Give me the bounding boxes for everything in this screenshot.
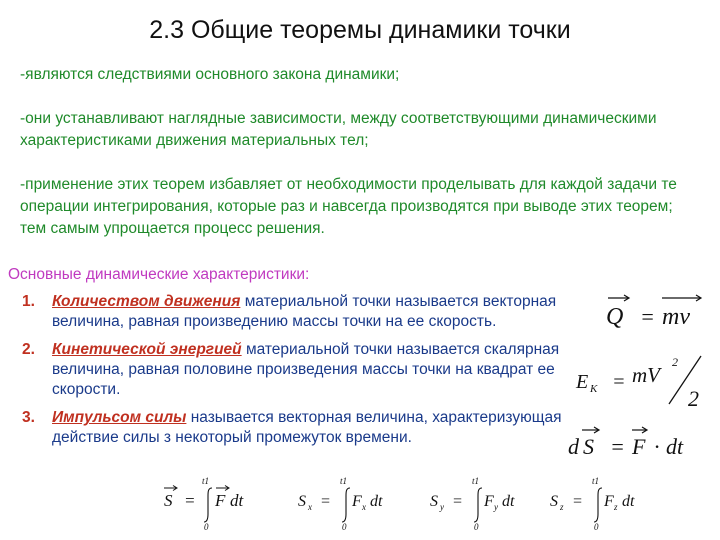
list-item — [22, 292, 570, 332]
impulse-formula — [566, 420, 706, 466]
f-symbol: F — [215, 491, 226, 510]
list-item — [22, 340, 570, 400]
equals-sign: = — [320, 493, 331, 510]
item-text: называется векторная величина, характеризующая действие силы з некоторый промежуток времени. — [52, 409, 562, 446]
bullet-text: применение этих теорем избавляет от необходимости проделывать для каждой задачи те операции интегрирования, которые раз и навсегда производятся при выводе этих теорем; тем самым упрощается процесс решения. — [20, 176, 677, 237]
equals-sign: = — [640, 304, 655, 329]
bullet-dash: - — [20, 176, 26, 193]
bullet-1 — [20, 64, 700, 86]
s-symbol: S — [164, 491, 173, 510]
s-symbol: S — [298, 493, 306, 510]
item-number: 3. — [22, 409, 35, 426]
equals-sign: = — [572, 493, 583, 510]
bullet-dash: - — [20, 66, 26, 83]
s-symbol: S — [583, 434, 594, 459]
integral-sign — [594, 488, 602, 522]
lower-limit: 0 — [474, 522, 479, 532]
item-term: Количеством движения — [52, 293, 241, 310]
upper-limit: t1 — [202, 476, 210, 486]
f-symbol: F — [484, 493, 494, 510]
f-symbol: F — [604, 493, 614, 510]
bullet-text: они устанавливают наглядные зависимости, между соответствующими динамическими характеристиками движения материальных тел; — [20, 110, 657, 149]
dot-operator: · — [654, 434, 660, 459]
s-symbol: S — [430, 493, 438, 510]
momentum-formula — [600, 288, 710, 336]
upper-limit: t1 — [340, 476, 348, 486]
f-symbol: F — [632, 434, 646, 459]
z-subscript: z — [614, 502, 618, 512]
integral-sign — [204, 488, 212, 522]
equals-sign: = — [452, 493, 463, 510]
integral-sign — [342, 488, 350, 522]
dt-symbol: dt — [370, 493, 383, 510]
y-subscript: y — [494, 502, 498, 512]
impulse-z-formula — [548, 474, 658, 534]
upper-limit: t1 — [472, 476, 480, 486]
item-text: материальной точки называется скалярная величина, равная половине произведения массы точки на квадрат ее скорости. — [52, 341, 560, 398]
item-number: 2. — [22, 341, 35, 358]
subheading: Основные динамические характеристики: — [8, 266, 310, 283]
mv-symbol: mv — [662, 304, 690, 330]
equals-sign: = — [184, 491, 196, 510]
item-term: Импульсом силы — [52, 409, 187, 426]
bullet-3 — [20, 174, 700, 240]
e-symbol: E — [576, 371, 589, 393]
x-subscript: x — [362, 502, 366, 512]
dt-symbol: dt — [666, 434, 684, 459]
impulse-integral-formula — [160, 474, 270, 534]
item-term: Кинетической энергией — [52, 341, 242, 358]
lower-limit: 0 — [204, 522, 209, 532]
item-number: 1. — [22, 293, 35, 310]
equals-sign: = — [610, 434, 625, 459]
s-symbol: S — [550, 493, 558, 510]
list-item — [22, 408, 570, 448]
bullet-2 — [20, 108, 700, 152]
mv-numerator: mV — [632, 363, 660, 387]
bullet-text: являются следствиями основного закона динамики; — [25, 66, 400, 83]
dt-symbol: dt — [502, 493, 515, 510]
y-subscript: y — [440, 502, 444, 512]
dt-symbol: dt — [230, 491, 244, 510]
lower-limit: 0 — [594, 522, 599, 532]
d-symbol: d — [568, 434, 579, 459]
kinetic-energy-formula — [572, 350, 712, 412]
x-subscript: x — [308, 502, 312, 512]
bullet-dash: - — [20, 110, 26, 127]
square-exponent: 2 — [672, 355, 678, 369]
lower-limit: 0 — [342, 522, 347, 532]
q-symbol: Q — [606, 304, 624, 330]
f-symbol: F — [352, 493, 362, 510]
characteristics-list — [22, 292, 570, 456]
dt-symbol: dt — [622, 493, 635, 510]
k-subscript: K — [590, 383, 598, 395]
impulse-x-formula — [296, 474, 406, 534]
page-title: 2.3 Общие теоремы динамики точки — [149, 16, 571, 44]
impulse-y-formula — [428, 474, 538, 534]
equals-sign: = — [612, 371, 626, 393]
item-text: материальной точки называется векторная величина, равная произведению массы точки на ее скорость. — [52, 293, 557, 330]
upper-limit: t1 — [592, 476, 600, 486]
z-subscript: z — [560, 502, 564, 512]
denominator-two: 2 — [688, 386, 699, 411]
integral-sign — [474, 488, 482, 522]
